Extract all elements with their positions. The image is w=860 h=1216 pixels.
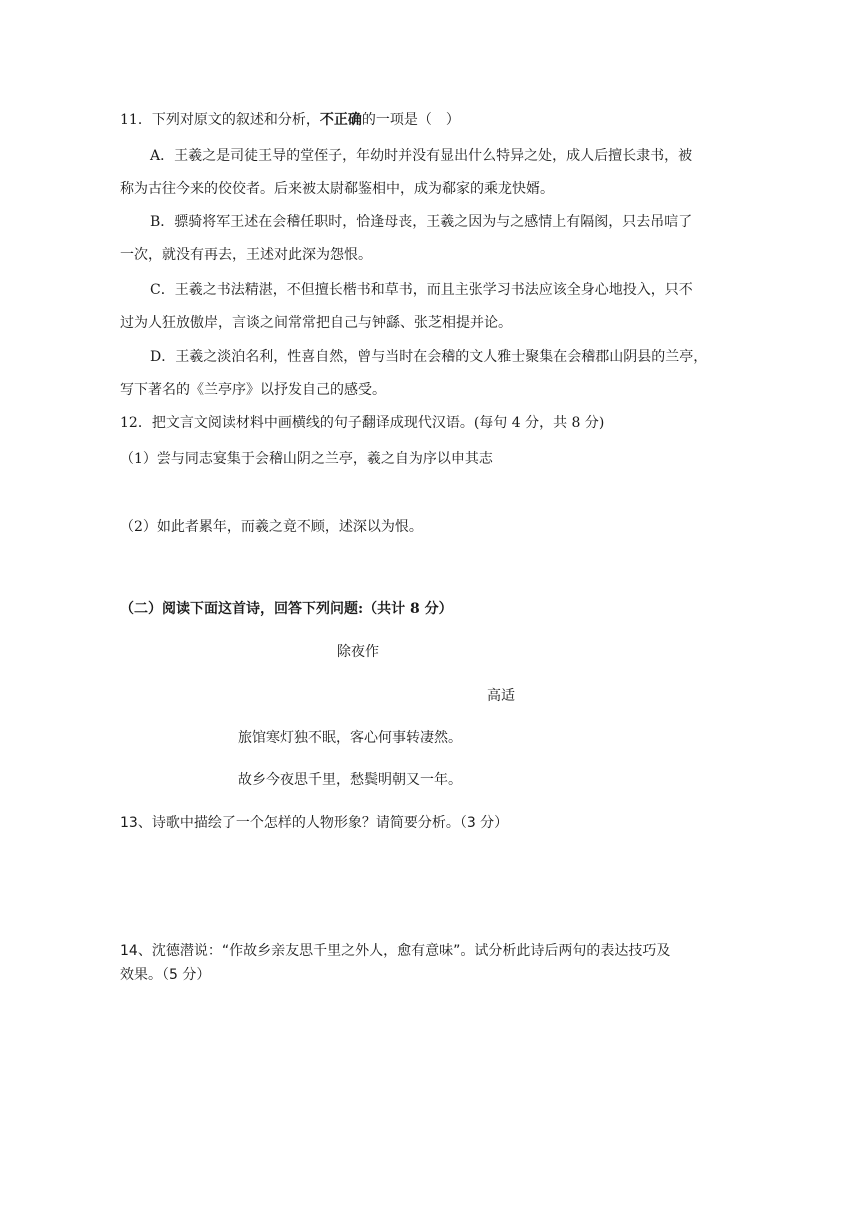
q11-option-d-line1: D．王羲之淡泊名利，性喜自然，曾与当时在会稽的文人雅士聚集在会稽郡山阴县的兰亭， [150, 349, 708, 365]
q11-option-a-line1: A．王羲之是司徒王导的堂侄子，年幼时并没有显出什么特异之处，成人后擅长隶书，被 [150, 148, 693, 164]
q11-option-a-line2: 称为古往今来的佼佼者。后来被太尉郗鉴相中，成为郗家的乘龙快婿。 [120, 181, 554, 197]
q14-stem-line2: 效果。（5 分） [120, 967, 211, 983]
poem-author: 高适 [487, 688, 515, 704]
poem-line-1: 旅馆寒灯独不眠，客心何事转凄然。 [238, 730, 462, 746]
q11-option-c-line1: C．王羲之书法精湛，不但擅长楷书和草书，而且主张学习书法应该全身心地投入，只不 [150, 282, 693, 298]
q11-option-c-line2: 过为人狂放傲岸，言谈之间常常把自己与钟繇、张芝相提并论。 [120, 315, 512, 331]
q12-sentence-1: （1）尝与同志宴集于会稽山阴之兰亭，羲之自为序以申其志 [120, 451, 493, 467]
q11-stem-prefix: 11．下列对原文的叙述和分析， [120, 112, 320, 128]
q11-stem-emphasis: 不正确 [319, 112, 362, 128]
q11-option-b-line1: B．骠骑将军王述在会稽任职时，恰逢母丧，王羲之因为与之感情上有隔阂，只去吊唁了 [150, 214, 693, 230]
q14-stem-line1: 14、沈德潜说：“作故乡亲友思千里之外人，愈有意味”。试分析此诗后两句的表达技巧及 [120, 943, 671, 959]
poem-title: 除夜作 [337, 644, 379, 660]
q12-stem: 12．把文言文阅读材料中画横线的句子翻译成现代汉语。(每句 4 分，共 8 分) [120, 415, 605, 431]
q11-stem-suffix: 的一项是（ ） [361, 112, 460, 128]
section-2-heading: （二）阅读下面这首诗，回答下列问题:（共计 8 分） [120, 601, 453, 617]
q11-option-b-line2: 一次，就没有再去，王述对此深为怨恨。 [120, 247, 372, 263]
q12-sentence-2: （2）如此者累年，而羲之竟不顾，述深以为恨。 [120, 519, 423, 535]
q11-stem [120, 110, 460, 130]
q11-option-d-line2: 写下著名的《兰亭序》以抒发自己的感受。 [120, 382, 386, 398]
question-13: 13、诗歌中描绘了一个怎样的人物形象？请简要分析。（3 分） [120, 815, 509, 831]
poem-line-2: 故乡今夜思千里，愁鬓明朝又一年。 [238, 772, 462, 788]
